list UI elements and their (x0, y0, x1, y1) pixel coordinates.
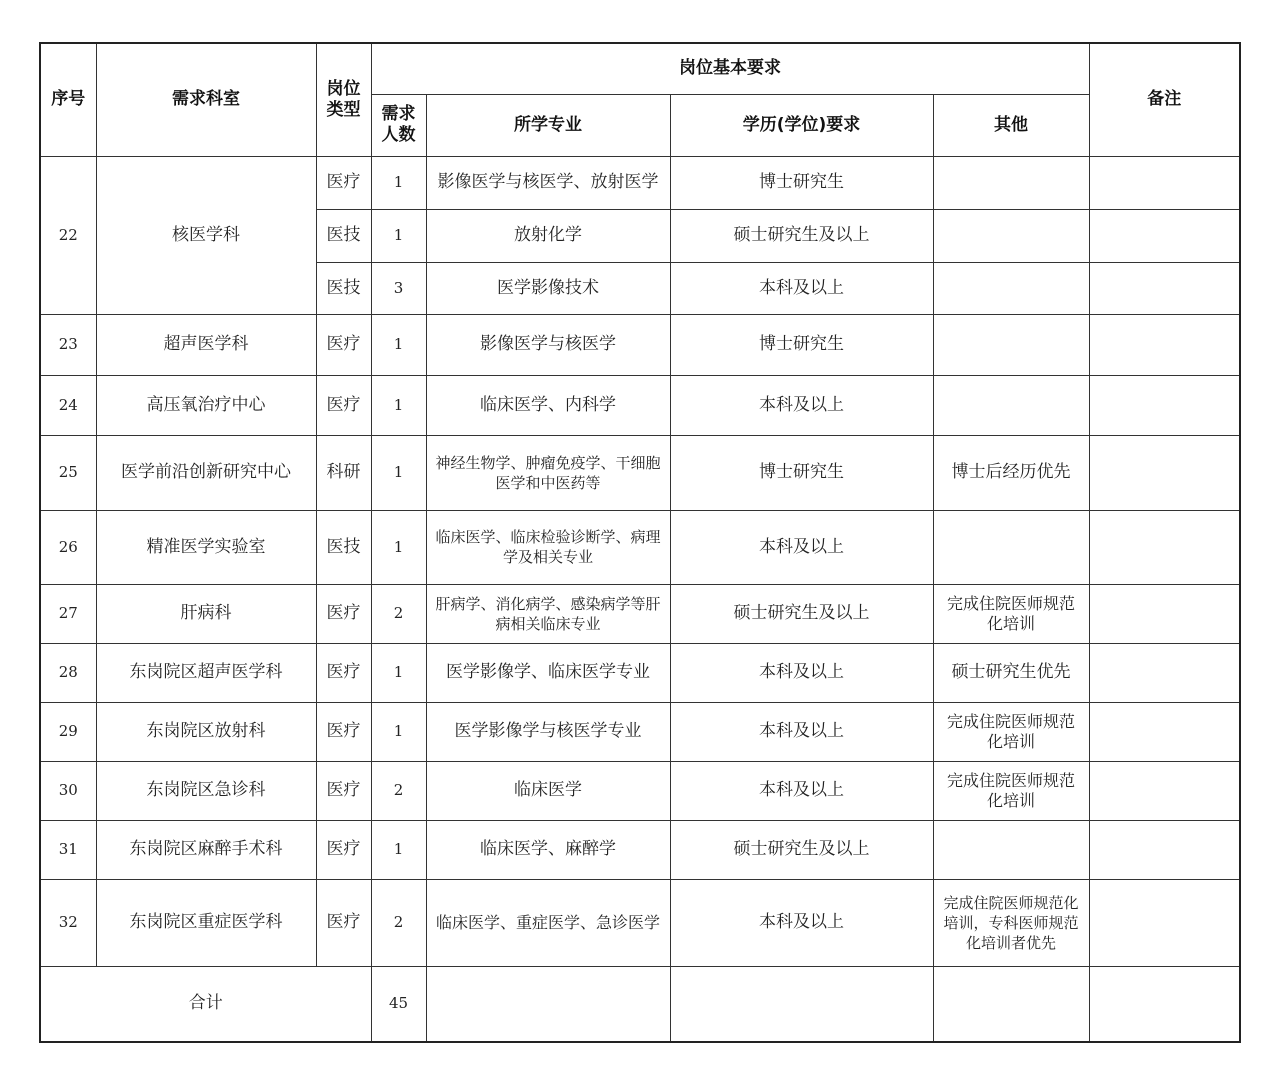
cell-other: 博士后经历优先 (933, 435, 1089, 510)
cell-other: 完成住院医师规范化培训 (933, 761, 1089, 820)
cell-type: 医疗 (316, 702, 371, 761)
cell-edu: 本科及以上 (670, 761, 933, 820)
cell-seq: 22 (40, 156, 96, 314)
cell-type: 医技 (316, 209, 371, 262)
cell-seq: 27 (40, 584, 96, 643)
cell-remark (1089, 879, 1240, 966)
cell-count: 1 (371, 209, 426, 262)
cell-dept: 精准医学实验室 (96, 510, 316, 584)
cell-edu: 硕士研究生及以上 (670, 209, 933, 262)
cell-type: 医疗 (316, 761, 371, 820)
cell-remark (1089, 761, 1240, 820)
cell-other: 完成住院医师规范化培训 (933, 702, 1089, 761)
cell-major: 临床医学、临床检验诊断学、病理学及相关专业 (426, 510, 670, 584)
cell-seq: 32 (40, 879, 96, 966)
cell-remark (1089, 435, 1240, 510)
cell-type: 医疗 (316, 879, 371, 966)
cell-other (933, 314, 1089, 375)
cell-major: 临床医学、重症医学、急诊医学 (426, 879, 670, 966)
cell-dept: 医学前沿创新研究中心 (96, 435, 316, 510)
cell-edu: 硕士研究生及以上 (670, 820, 933, 879)
cell-other (933, 262, 1089, 314)
recruitment-table (39, 42, 1241, 1043)
cell-remark (1089, 262, 1240, 314)
cell-major: 临床医学 (426, 761, 670, 820)
cell-remark (1089, 314, 1240, 375)
table-row (40, 879, 1240, 966)
header-post-type-text: 岗位类型 (326, 78, 361, 120)
cell-remark (1089, 510, 1240, 584)
cell-other (933, 156, 1089, 209)
cell-edu: 本科及以上 (670, 375, 933, 435)
cell-dept: 肝病科 (96, 584, 316, 643)
cell-seq: 31 (40, 820, 96, 879)
cell-seq: 28 (40, 643, 96, 702)
cell-count: 2 (371, 761, 426, 820)
cell-other: 完成住院医师规范化培训 (933, 584, 1089, 643)
header-count-text: 需求人数 (381, 104, 416, 145)
cell-major: 医学影像学与核医学专业 (426, 702, 670, 761)
cell-edu: 博士研究生 (670, 435, 933, 510)
cell-edu: 博士研究生 (670, 314, 933, 375)
cell-other: 完成住院医师规范化培训，专科医师规范化培训者优先 (933, 879, 1089, 966)
cell-dept: 东岗院区重症医学科 (96, 879, 316, 966)
cell-dept: 超声医学科 (96, 314, 316, 375)
cell-edu: 硕士研究生及以上 (670, 584, 933, 643)
cell-seq: 23 (40, 314, 96, 375)
cell-major: 医学影像技术 (426, 262, 670, 314)
cell-other (933, 820, 1089, 879)
header-major: 所学专业 (426, 94, 670, 156)
cell-dept: 高压氧治疗中心 (96, 375, 316, 435)
cell-dept: 东岗院区超声医学科 (96, 643, 316, 702)
table-row (40, 761, 1240, 820)
cell-edu: 本科及以上 (670, 643, 933, 702)
cell-remark (1089, 820, 1240, 879)
table-body (40, 156, 1240, 1042)
cell-count: 1 (371, 314, 426, 375)
cell-seq: 29 (40, 702, 96, 761)
table-row (40, 375, 1240, 435)
cell-remark (1089, 209, 1240, 262)
cell-count: 1 (371, 510, 426, 584)
cell-major: 影像医学与核医学、放射医学 (426, 156, 670, 209)
cell-dept: 东岗院区急诊科 (96, 761, 316, 820)
cell-count: 3 (371, 262, 426, 314)
cell-other: 硕士研究生优先 (933, 643, 1089, 702)
cell-seq: 26 (40, 510, 96, 584)
header-remark: 备注 (1089, 43, 1240, 156)
cell-type: 医技 (316, 510, 371, 584)
cell-remark (1089, 643, 1240, 702)
cell-seq: 30 (40, 761, 96, 820)
table-row (40, 820, 1240, 879)
cell-dept: 东岗院区放射科 (96, 702, 316, 761)
total-count: 45 (371, 966, 426, 1042)
cell-type: 医疗 (316, 156, 371, 209)
table-row (40, 435, 1240, 510)
cell-type: 医疗 (316, 314, 371, 375)
cell-other (933, 209, 1089, 262)
total-row (40, 966, 1240, 1042)
cell-major: 医学影像学、临床医学专业 (426, 643, 670, 702)
cell-count: 1 (371, 156, 426, 209)
cell-edu: 本科及以上 (670, 879, 933, 966)
header-other: 其他 (933, 94, 1089, 156)
header-post-type (316, 43, 371, 156)
cell-edu: 博士研究生 (670, 156, 933, 209)
cell-count: 2 (371, 879, 426, 966)
cell-type: 医疗 (316, 643, 371, 702)
total-edu-empty (670, 966, 933, 1042)
cell-count: 1 (371, 820, 426, 879)
cell-type: 医疗 (316, 584, 371, 643)
table-row (40, 156, 1240, 209)
cell-count: 1 (371, 643, 426, 702)
cell-type: 医疗 (316, 820, 371, 879)
cell-major: 临床医学、内科学 (426, 375, 670, 435)
cell-type: 医技 (316, 262, 371, 314)
cell-count: 1 (371, 435, 426, 510)
cell-remark (1089, 702, 1240, 761)
cell-type: 医疗 (316, 375, 371, 435)
cell-count: 1 (371, 702, 426, 761)
cell-seq: 25 (40, 435, 96, 510)
cell-remark (1089, 375, 1240, 435)
cell-remark (1089, 584, 1240, 643)
cell-other (933, 375, 1089, 435)
table-row (40, 314, 1240, 375)
cell-type: 科研 (316, 435, 371, 510)
cell-major: 临床医学、麻醉学 (426, 820, 670, 879)
header-dept: 需求科室 (96, 43, 316, 156)
header-count (371, 94, 426, 156)
header-basic-req: 岗位基本要求 (371, 43, 1089, 94)
header-edu: 学历(学位)要求 (670, 94, 933, 156)
cell-major: 放射化学 (426, 209, 670, 262)
cell-remark (1089, 156, 1240, 209)
header-seq: 序号 (40, 43, 96, 156)
total-other-empty (933, 966, 1089, 1042)
cell-other (933, 510, 1089, 584)
total-major-empty (426, 966, 670, 1042)
table-row (40, 584, 1240, 643)
cell-dept: 核医学科 (96, 156, 316, 314)
cell-edu: 本科及以上 (670, 510, 933, 584)
cell-count: 2 (371, 584, 426, 643)
table-header (40, 43, 1240, 156)
cell-seq: 24 (40, 375, 96, 435)
cell-major: 影像医学与核医学 (426, 314, 670, 375)
cell-edu: 本科及以上 (670, 702, 933, 761)
total-label: 合计 (40, 966, 371, 1042)
table-row (40, 643, 1240, 702)
cell-major: 肝病学、消化病学、感染病学等肝病相关临床专业 (426, 584, 670, 643)
table-row (40, 702, 1240, 761)
cell-edu: 本科及以上 (670, 262, 933, 314)
cell-count: 1 (371, 375, 426, 435)
table-row (40, 510, 1240, 584)
cell-major: 神经生物学、肿瘤免疫学、干细胞医学和中医药等 (426, 435, 670, 510)
cell-dept: 东岗院区麻醉手术科 (96, 820, 316, 879)
total-remark-empty (1089, 966, 1240, 1042)
